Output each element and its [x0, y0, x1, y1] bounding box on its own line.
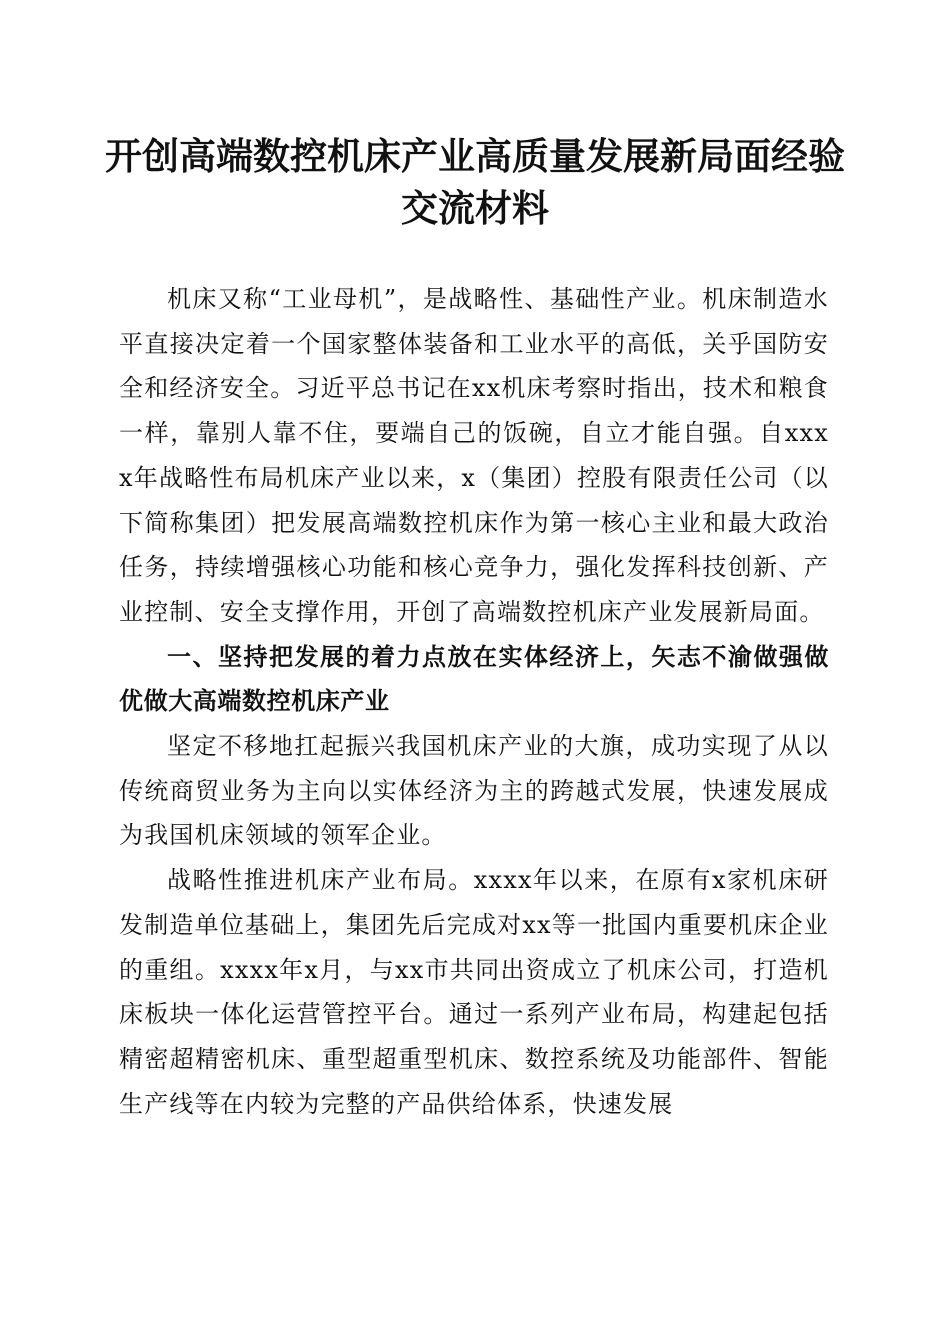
title-line-1: 开创高端数控机床产业高质量发展新局面经验	[105, 134, 845, 178]
section-1-paragraph-1: 坚定不移地扛起振兴我国机床产业的大旗，成功实现了从以传统商贸业务为主向以实体经济为主的跨越式发展，快速发展成为我国机床领域的领军企业。	[119, 732, 829, 850]
title-line-2: 交流材料	[401, 186, 549, 230]
document-title	[80, 130, 870, 234]
section-1-paragraph-2: 战略性推进机床产业布局。xxxx年以来，在原有x家机床研发制造单位基础上，集团先后完成对xx等一批国内重要机床企业的重组。xxxx年x月，与xx市共同出资成立了机床公司，打造机床板块一体化运营管控平台。通过一系列产业布局，构建起包括精密超精密机床、重型超重型机床、数控系统及功能部件、智能生产线等在内较为完整的产品供给体系，快速发展	[119, 866, 829, 1118]
section-heading-1: 一、坚持把发展的着力点放在实体经济上，矢志不渝做强做优做大高端数控机床产业	[119, 642, 829, 716]
document-body	[119, 277, 829, 1126]
intro-paragraph: 机床又称“工业母机”，是战略性、基础性产业。机床制造水平直接决定着一个国家整体装备和工业水平的高低，关乎国防安全和经济安全。习近平总书记在xx机床考察时指出，技术和粮食一样，靠别人靠不住，要端自己的饭碗，自立才能自强。自xxxx年战略性布局机床产业以来，x（集团）控股有限责任公司（以下简称集团）把发展高端数控机床作为第一核心主业和最大政治任务，持续增强核心功能和核心竞争力，强化发挥科技创新、产业控制、安全支撑作用，开创了高端数控机床产业发展新局面。	[119, 285, 829, 626]
